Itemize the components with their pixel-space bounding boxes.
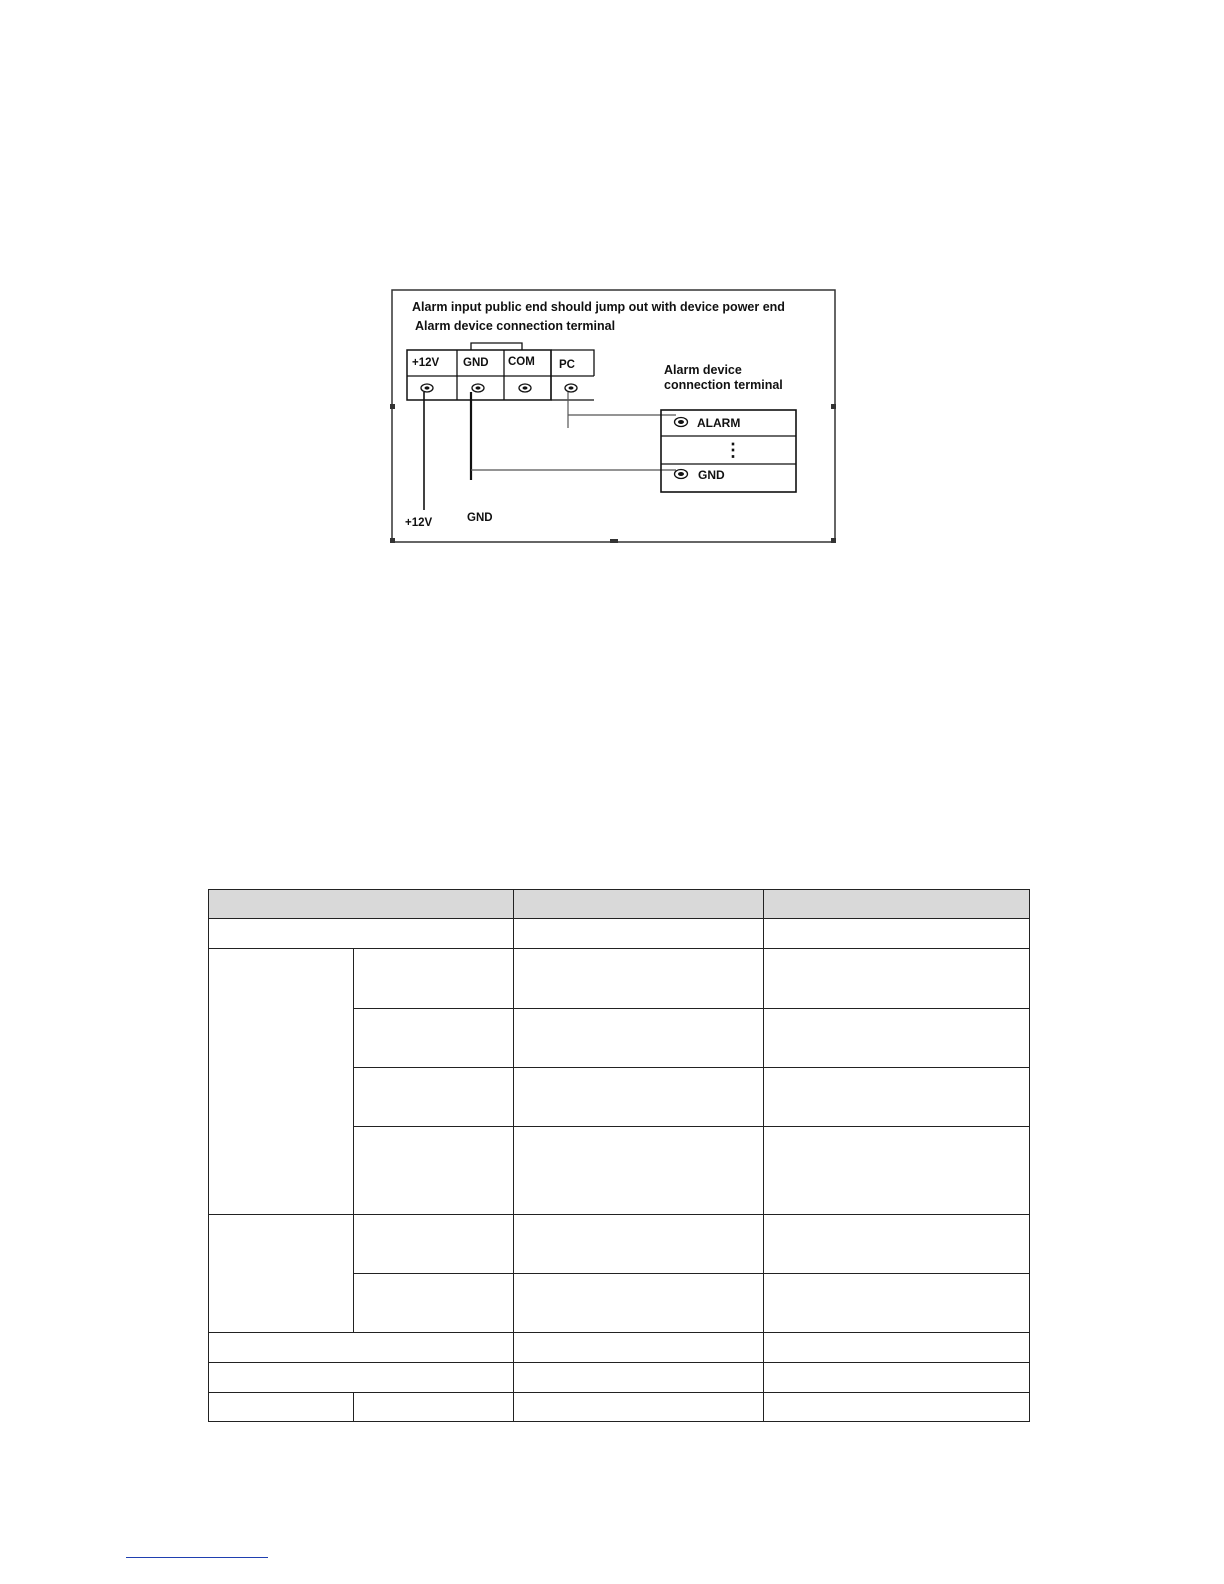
- table-cell: [764, 1068, 1030, 1127]
- table-cell: [764, 1009, 1030, 1068]
- table-cell: [514, 1333, 764, 1363]
- table-header-cell: [764, 890, 1030, 919]
- table-cell: [354, 949, 514, 1009]
- diagram-title-line1: Alarm input public end should jump out with device power end: [412, 300, 785, 314]
- table-cell: [514, 1068, 764, 1127]
- table-cell: [354, 1393, 514, 1422]
- screw-terminal-icon: [565, 384, 577, 392]
- table-header-cell: [209, 890, 514, 919]
- table-cell: [209, 1393, 354, 1422]
- table-cell: [764, 1393, 1030, 1422]
- table-cell: [764, 1274, 1030, 1333]
- device-port-alarm: ALARM: [697, 416, 741, 430]
- table-cell: [764, 1333, 1030, 1363]
- device-port-ellipsis: ⋮: [724, 440, 742, 460]
- terminal-label-gnd: GND: [463, 357, 489, 369]
- device-port-gnd: GND: [698, 468, 725, 482]
- table-cell: [354, 1215, 514, 1274]
- table-cell: [764, 949, 1030, 1009]
- table-cell: [764, 1127, 1030, 1215]
- table-row: [209, 1215, 1030, 1274]
- table-row: [209, 1363, 1030, 1393]
- terminal-label-com: COM: [508, 356, 535, 368]
- frame-handle: [390, 404, 395, 409]
- table-cell: [514, 1274, 764, 1333]
- screw-terminal-icon: [421, 384, 433, 392]
- screw-terminal-icon: [519, 384, 531, 392]
- table-row: [209, 949, 1030, 1009]
- footer-link-underline: [126, 1557, 268, 1558]
- table-cell: [514, 1363, 764, 1393]
- table-row: [209, 1333, 1030, 1363]
- table-cell: [209, 919, 514, 949]
- diagram-title-line2: Alarm device connection terminal: [415, 319, 616, 333]
- frame-handle: [610, 539, 618, 543]
- table-group-cell: [209, 949, 354, 1215]
- table-row: [209, 919, 1030, 949]
- device-label-line1: Alarm device: [664, 363, 742, 377]
- table-header-row: [209, 890, 1030, 919]
- frame-handle: [831, 404, 836, 409]
- frame-handle: [390, 538, 395, 543]
- terminal-label-12v: +12V: [412, 357, 440, 369]
- table-cell: [514, 1127, 764, 1215]
- table-group-cell: [209, 1215, 354, 1333]
- table-cell: [354, 1068, 514, 1127]
- table-cell: [514, 919, 764, 949]
- table-row: [209, 1393, 1030, 1422]
- bottom-label-12v: +12V: [405, 517, 433, 529]
- table-cell: [209, 1363, 514, 1393]
- table-cell: [514, 1009, 764, 1068]
- device-label-line2: connection terminal: [664, 378, 783, 392]
- jumper-bracket: [471, 343, 522, 350]
- screw-terminal-icon: [472, 384, 484, 392]
- spec-table: [208, 889, 1030, 1422]
- table-cell: [764, 919, 1030, 949]
- table-cell: [764, 1363, 1030, 1393]
- table-cell: [764, 1215, 1030, 1274]
- alarm-wiring-diagram: [388, 288, 838, 546]
- table-cell: [209, 1333, 514, 1363]
- table-cell: [514, 1215, 764, 1274]
- terminal-label-pc: PC: [559, 359, 575, 371]
- wiring-diagram-svg: [388, 288, 838, 546]
- table-cell: [354, 1274, 514, 1333]
- table-cell: [514, 949, 764, 1009]
- table-cell: [514, 1393, 764, 1422]
- table-cell: [354, 1009, 514, 1068]
- alarm-port-icon: [675, 418, 688, 427]
- table-cell: [354, 1127, 514, 1215]
- frame-handle: [831, 538, 836, 543]
- table-header-cell: [514, 890, 764, 919]
- gnd-port-icon: [675, 470, 688, 479]
- bottom-label-gnd: GND: [467, 512, 493, 524]
